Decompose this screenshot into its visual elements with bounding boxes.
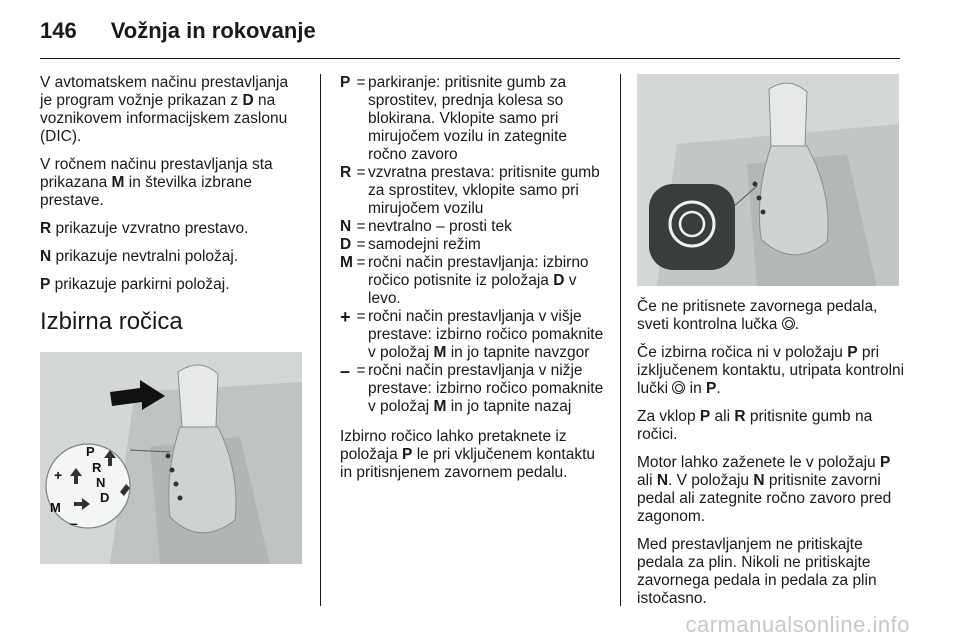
header-rule bbox=[40, 58, 900, 59]
label-minus: – bbox=[70, 515, 78, 531]
label-d: D bbox=[100, 490, 110, 505]
text: prikazuje nevtralni položaj. bbox=[51, 248, 239, 265]
watermark: carmanualsonline.info bbox=[685, 612, 910, 637]
paragraph-engage-p-r bbox=[637, 408, 907, 444]
legend-desc: nevtralno – prosti tek bbox=[368, 218, 512, 235]
brake-warning-icon bbox=[672, 381, 685, 394]
text: in jo tapnite navzgor bbox=[446, 344, 590, 361]
legend-equals: = bbox=[356, 218, 366, 235]
keyword-p: P bbox=[879, 454, 891, 471]
label-m: M bbox=[50, 500, 61, 515]
legend-row-m bbox=[340, 254, 606, 308]
legend-row-d bbox=[340, 236, 606, 254]
text: . V položaju bbox=[668, 472, 754, 489]
text: ročni način prestavljanja v nižje prestave: izbirno ročico pomaknite v položaj bbox=[368, 362, 604, 415]
legend-equals: = bbox=[356, 254, 366, 271]
legend-desc bbox=[368, 362, 606, 416]
legend-equals: = bbox=[356, 164, 366, 181]
figure-selector-lever bbox=[40, 352, 302, 564]
page-title: Vožnja in rokovanje bbox=[110, 18, 316, 43]
keyword-m: M bbox=[111, 174, 125, 191]
label-r: R bbox=[92, 460, 102, 475]
text: pritisnite zavorni pedal ali zategnite ročno zavoro pred zagonom. bbox=[637, 472, 892, 525]
legend-row-r bbox=[340, 164, 606, 218]
legend-row-plus bbox=[340, 308, 606, 362]
text: ali bbox=[637, 472, 657, 489]
paragraph-neutral bbox=[40, 248, 302, 266]
legend-key: D bbox=[340, 236, 352, 253]
legend-desc: vzvratna prestava: pritisnite gumb za sprostitev, vklopite samo pri mirujočem vozilu bbox=[368, 164, 600, 217]
section-heading: Izbirna ročica bbox=[40, 308, 183, 335]
column-left bbox=[40, 74, 302, 564]
keyword-m: M bbox=[433, 344, 447, 361]
text: . bbox=[794, 316, 800, 333]
keyword-d: D bbox=[242, 92, 254, 109]
keyword-d: D bbox=[553, 272, 565, 289]
column-right bbox=[637, 74, 907, 618]
text: Če izbirna ročica ni v položaju bbox=[637, 344, 848, 361]
text: Izbirno ročico lahko pretaknete iz položaja bbox=[340, 428, 567, 463]
legend-row-p bbox=[340, 74, 606, 164]
keyword-p: P bbox=[699, 408, 711, 425]
text: prikazuje vzvratno prestavo. bbox=[51, 220, 249, 237]
label-p: P bbox=[86, 444, 95, 459]
legend-key: P bbox=[340, 74, 351, 91]
legend-row-n bbox=[340, 218, 606, 236]
keyword-p: P bbox=[402, 446, 413, 463]
legend-desc: parkiranje: pritisnite gumb za sprostitev, prednja kolesa so blokirana. Vklopite samo pri mirujočem vozilu in zategnite ročno zavoro bbox=[368, 74, 568, 163]
paragraph-ignition-off bbox=[637, 344, 907, 398]
brake-warning-icon bbox=[782, 317, 795, 330]
gear-knob bbox=[178, 365, 218, 432]
text: in bbox=[685, 380, 707, 397]
paragraph-auto-mode bbox=[40, 74, 302, 146]
keyword-r: R bbox=[734, 408, 746, 425]
legend-desc: samodejni režim bbox=[368, 236, 481, 253]
keyword-p: P bbox=[847, 344, 858, 361]
text: Če ne pritisnete zavornega pedala, sveti kontrolna lučka bbox=[637, 298, 878, 333]
text: ročni način prestavljanja: izbirno ročico potisnite iz položaja bbox=[368, 254, 589, 289]
legend-row-minus bbox=[340, 362, 606, 416]
legend-equals: = bbox=[356, 236, 366, 253]
legend-desc bbox=[368, 308, 606, 362]
legend-desc bbox=[368, 254, 606, 308]
paragraph-reverse bbox=[40, 220, 302, 238]
column-middle bbox=[340, 74, 606, 492]
brake-lamp-inset bbox=[649, 184, 735, 270]
text: in jo tapnite nazaj bbox=[446, 398, 572, 415]
legend-key: R bbox=[340, 164, 352, 181]
legend-key-minus-icon: – bbox=[340, 361, 351, 381]
keyword-p: P bbox=[706, 380, 717, 397]
text: le pri vključenem kontaktu in pritisnjenem zavornem pedalu. bbox=[340, 446, 596, 481]
text: . bbox=[716, 380, 721, 397]
text: V ročnem načinu prestavljanja sta prikazana bbox=[40, 156, 273, 191]
label-plus: + bbox=[54, 467, 63, 483]
keyword-m: M bbox=[433, 398, 447, 415]
page-number: 146 bbox=[40, 18, 77, 43]
text: in številka izbrane prestave. bbox=[40, 174, 252, 209]
text: v levo. bbox=[368, 272, 577, 307]
text: ročni način prestavljanja v višje prestave: izbirno ročico pomaknite v položaj bbox=[368, 308, 604, 361]
paragraph-park bbox=[40, 276, 302, 294]
keyword-r: R bbox=[40, 220, 52, 237]
gear-knob bbox=[769, 83, 807, 151]
keyword-n: N bbox=[753, 472, 765, 489]
text: V avtomatskem načinu prestavljanja je program vožnje prikazan z bbox=[40, 74, 289, 109]
paragraph-manual-mode bbox=[40, 156, 302, 210]
page-header bbox=[40, 18, 316, 50]
legend-equals: = bbox=[356, 74, 366, 91]
text: pritisnite gumb na ročici. bbox=[637, 408, 873, 443]
text: pri izključenem kontaktu, utripata kontrolni lučki bbox=[637, 344, 905, 397]
text: Za vklop bbox=[637, 408, 700, 425]
text: ali bbox=[710, 408, 735, 425]
text: na voznikovem informacijskem zaslonu (DIC). bbox=[40, 92, 288, 145]
legend-key: M bbox=[340, 254, 353, 271]
text: prikazuje parkirni položaj. bbox=[50, 276, 230, 293]
paragraph-pedal-warning: Med prestavljanjem ne pritiskajte pedala za plin. Nikoli ne pritiskajte zavornega pedala in pedala za plin istočasno. bbox=[637, 536, 877, 607]
keyword-n: N bbox=[40, 248, 52, 265]
legend-equals: = bbox=[356, 308, 366, 325]
keyword-n: N bbox=[656, 472, 669, 489]
paragraph-engine-start bbox=[637, 454, 907, 526]
label-n: N bbox=[96, 475, 106, 490]
column-divider-2 bbox=[620, 74, 621, 606]
text: Motor lahko zaženete le v položaju bbox=[637, 454, 880, 471]
figure-brake-lamp bbox=[637, 74, 899, 286]
paragraph-shift-from-park bbox=[340, 428, 606, 482]
keyword-p: P bbox=[40, 276, 51, 293]
legend-equals: = bbox=[356, 362, 366, 379]
column-divider-1 bbox=[320, 74, 321, 606]
legend-key: N bbox=[340, 218, 352, 235]
paragraph-brake-lamp bbox=[637, 298, 907, 334]
legend-key-plus-icon: + bbox=[340, 307, 351, 327]
